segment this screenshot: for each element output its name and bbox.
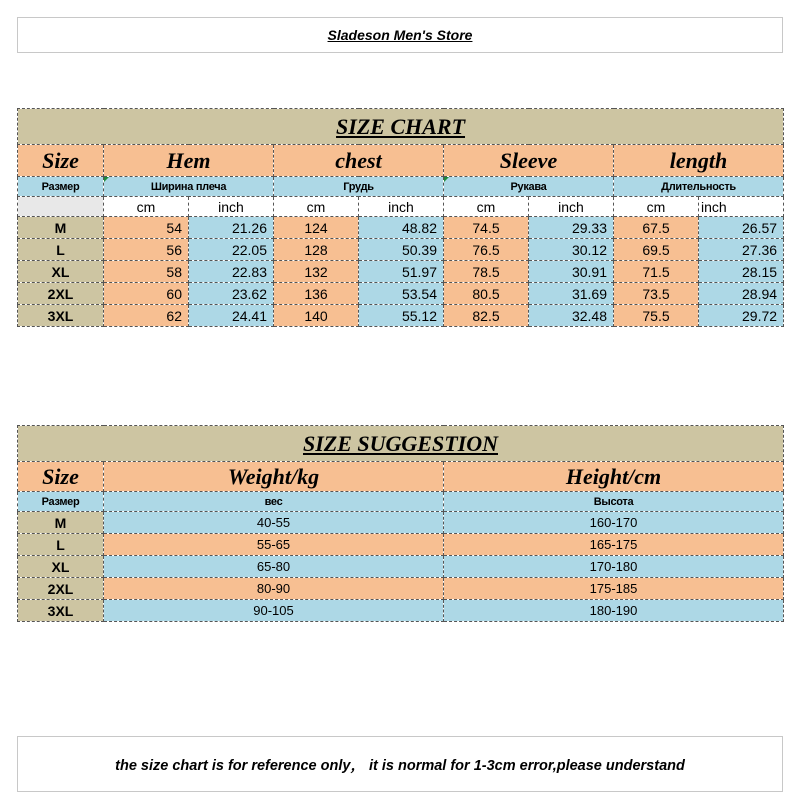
- hem-header: Hem: [104, 145, 274, 177]
- value-cell-chest-cm: 136: [274, 283, 359, 305]
- value-cell-hem-in: 24.41: [189, 305, 274, 327]
- size-header: Size: [18, 145, 104, 177]
- size-cell: L: [18, 534, 104, 556]
- value-cell-sleeve-in: 32.48: [529, 305, 614, 327]
- weight-cell: 55-65: [104, 534, 444, 556]
- size-cell: M: [18, 512, 104, 534]
- value-cell-chest-cm: 128: [274, 239, 359, 261]
- length-header-ru: Длительность: [614, 177, 784, 197]
- value-cell-sleeve-cm: 74.5: [444, 217, 529, 239]
- chest-unit-inch: inch: [359, 197, 444, 217]
- unit-row-lead: [18, 197, 104, 217]
- table-row: [18, 217, 784, 239]
- height-header-ru: Высота: [444, 492, 784, 512]
- table-row: [18, 578, 784, 600]
- value-cell-sleeve-in: 29.33: [529, 217, 614, 239]
- table-row: [18, 534, 784, 556]
- table-row: [18, 600, 784, 622]
- height-cell: 175-185: [444, 578, 784, 600]
- table-row: [18, 512, 784, 534]
- weight-header-ru: вес: [104, 492, 444, 512]
- value-cell-hem-in: 23.62: [189, 283, 274, 305]
- size-chart-title: SIZE CHART: [18, 109, 784, 145]
- weight-cell: 40-55: [104, 512, 444, 534]
- weight-cell: 90-105: [104, 600, 444, 622]
- value-cell-hem-in: 22.05: [189, 239, 274, 261]
- height-cell: 180-190: [444, 600, 784, 622]
- length-header: length: [614, 145, 784, 177]
- value-cell-chest-cm: 132: [274, 261, 359, 283]
- sleeve-header-ru: Рукава: [444, 177, 614, 197]
- value-cell-hem-in: 22.83: [189, 261, 274, 283]
- size-cell: 3XL: [18, 600, 104, 622]
- value-cell-length-in: 26.57: [699, 217, 784, 239]
- value-cell-length-cm: 73.5: [614, 283, 699, 305]
- suggestion-size-header-ru: Размер: [18, 492, 104, 512]
- value-cell-hem-cm: 60: [104, 283, 189, 305]
- value-cell-sleeve-cm: 80.5: [444, 283, 529, 305]
- value-cell-chest-cm: 124: [274, 217, 359, 239]
- size-cell: XL: [18, 261, 104, 283]
- store-name: Sladeson Men's Store: [327, 27, 473, 43]
- height-cell: 160-170: [444, 512, 784, 534]
- sleeve-header: Sleeve: [444, 145, 614, 177]
- table-row: [18, 239, 784, 261]
- value-cell-length-in: 29.72: [699, 305, 784, 327]
- value-cell-length-cm: 71.5: [614, 261, 699, 283]
- table-row: [18, 261, 784, 283]
- chest-header-ru: Грудь: [274, 177, 444, 197]
- value-cell-length-in: 28.15: [699, 261, 784, 283]
- value-cell-hem-cm: 54: [104, 217, 189, 239]
- size-cell: 3XL: [18, 305, 104, 327]
- value-cell-sleeve-cm: 76.5: [444, 239, 529, 261]
- size-cell: XL: [18, 556, 104, 578]
- value-cell-chest-in: 55.12: [359, 305, 444, 327]
- hem-unit-inch: inch: [189, 197, 274, 217]
- value-cell-hem-cm: 58: [104, 261, 189, 283]
- height-cell: 165-175: [444, 534, 784, 556]
- hem-header-ru: Ширина плеча: [104, 177, 274, 197]
- value-cell-sleeve-in: 31.69: [529, 283, 614, 305]
- value-cell-chest-in: 53.54: [359, 283, 444, 305]
- value-cell-length-cm: 67.5: [614, 217, 699, 239]
- weight-cell: 65-80: [104, 556, 444, 578]
- value-cell-sleeve-cm: 78.5: [444, 261, 529, 283]
- store-header: [17, 17, 783, 53]
- value-cell-length-cm: 69.5: [614, 239, 699, 261]
- sleeve-unit-cm: cm: [444, 197, 529, 217]
- table-row: [18, 283, 784, 305]
- value-cell-hem-cm: 56: [104, 239, 189, 261]
- value-cell-chest-cm: 140: [274, 305, 359, 327]
- value-cell-length-cm: 75.5: [614, 305, 699, 327]
- value-cell-chest-in: 50.39: [359, 239, 444, 261]
- weight-header: Weight/kg: [104, 462, 444, 492]
- size-cell: M: [18, 217, 104, 239]
- size-cell: 2XL: [18, 283, 104, 305]
- size-cell: 2XL: [18, 578, 104, 600]
- size-header-ru: Размер: [18, 177, 104, 197]
- value-cell-sleeve-cm: 82.5: [444, 305, 529, 327]
- value-cell-sleeve-in: 30.12: [529, 239, 614, 261]
- value-cell-length-in: 28.94: [699, 283, 784, 305]
- disclaimer-text: the size chart is for reference only， it is normal for 1-3cm error,please understand: [115, 757, 685, 774]
- hem-unit-cm: cm: [104, 197, 189, 217]
- value-cell-hem-cm: 62: [104, 305, 189, 327]
- table-row: [18, 556, 784, 578]
- value-cell-sleeve-in: 30.91: [529, 261, 614, 283]
- length-unit-inch: inch: [699, 197, 784, 217]
- weight-cell: 80-90: [104, 578, 444, 600]
- size-chart-table: [17, 108, 784, 327]
- sleeve-unit-inch: inch: [529, 197, 614, 217]
- disclaimer-note: [17, 736, 783, 792]
- height-cell: 170-180: [444, 556, 784, 578]
- suggestion-size-header: Size: [18, 462, 104, 492]
- value-cell-chest-in: 48.82: [359, 217, 444, 239]
- value-cell-hem-in: 21.26: [189, 217, 274, 239]
- size-suggestion-title: SIZE SUGGESTION: [18, 426, 784, 462]
- length-unit-cm: cm: [614, 197, 699, 217]
- chest-unit-cm: cm: [274, 197, 359, 217]
- size-suggestion-table: [17, 425, 784, 622]
- size-cell: L: [18, 239, 104, 261]
- table-row: [18, 305, 784, 327]
- value-cell-chest-in: 51.97: [359, 261, 444, 283]
- height-header: Height/cm: [444, 462, 784, 492]
- chest-header: chest: [274, 145, 444, 177]
- value-cell-length-in: 27.36: [699, 239, 784, 261]
